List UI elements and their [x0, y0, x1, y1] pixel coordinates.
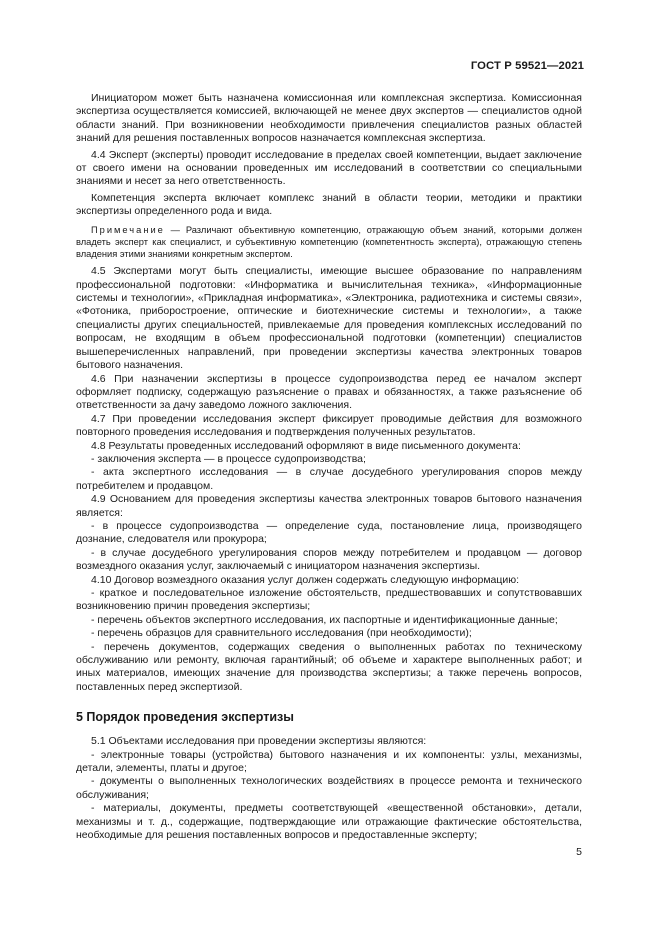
paragraph-4-10: 4.10 Договор возмездного оказания услуг должен содержать следующую информацию:	[91, 573, 520, 586]
note	[76, 224, 582, 261]
paragraph-4-9: 4.9 Основанием для проведения экспертизы качества электронных товаров бытового назначения является:	[76, 493, 582, 519]
section-title: 5 Порядок проведения экспертизы	[76, 710, 294, 725]
list-item: - документы о выполненных технологических воздействиях в процессе ремонта и технического обслуживания;	[76, 775, 582, 801]
document-body	[76, 92, 582, 843]
paragraph: Компетенция эксперта включает комплекс знаний в области теории, методики и практики экспертизы определенного рода и вида.	[76, 191, 582, 218]
paragraph: Инициатором может быть назначена комиссионная или комплексная экспертиза. Комиссионная экспертиза осуществляется комиссией, включающей не менее двух экспертов — специалистов одной области знаний. При возникновении необходимости привлечения специалистов разных областей знаний для решения поставленных вопросов назначается комплексная экспертиза.	[76, 92, 582, 145]
paragraph-4-4: 4.4 Эксперт (эксперты) проводит исследование в пределах своей компетенции, выдает заключение от своего имени на основании проведенных им исследований в соответствии со специальными знаниями и несет за него ответственность.	[76, 148, 582, 188]
list-item: - электронные товары (устройства) бытового назначения и их компоненты: узлы, механизмы, детали, элементы, платы и другое;	[76, 748, 582, 775]
standard-number: ГОСТ Р 59521—2021	[470, 60, 584, 72]
list-item: - перечень документов, содержащих сведения о выполненных работах по техническому обслуживанию или ремонту, включая гарантийный; об объеме и характере выполненных работ; и иных материалов, имеющих значение для производства экспертизы; а также перечень вопросов, поставленных перед экспертизой.	[76, 640, 582, 693]
paragraph-4-6: 4.6 При назначении экспертизы в процессе судопроизводства перед ее началом эксперт оформляет подписку, содержащую разъяснение о правах и обязанностях, а также разъяснение об ответственности за дачу заведомо ложного заключения.	[76, 372, 582, 412]
note-label: Примечание	[91, 224, 165, 235]
list-item: - заключения эксперта — в процессе судопроизводства;	[91, 452, 366, 465]
paragraph-4-7: 4.7 При проведении исследования эксперт фиксирует проводимые действия для возможного повторного проведения исследования и подтверждения полученных результатов.	[76, 412, 582, 439]
list-item: - в процессе судопроизводства — определение суда, постановление лица, производящего дознание, следователя или прокурора;	[76, 519, 582, 546]
list-item: - краткое и последовательное изложение обстоятельств, предшествовавших и сопутствовавших возникновению причин проведения экспертизы;	[76, 587, 582, 613]
note-text: — Различают объективную компетенцию, отражающую объем знаний, которыми должен владеть эксперт как специалист, и субъективную компетенцию (компетентность эксперта), отражающую степень владения этими знаниями конкретным экспертом.	[76, 224, 582, 260]
list-item: - материалы, документы, предметы соответствующей «вещественной обстановки», детали, механизмы и т. д., содержащие, подтверждающие или отражающие фактические обстоятельства, необходимые для решения поставленных вопросов и предоставленные эксперту;	[76, 802, 582, 842]
paragraph-4-5: 4.5 Экспертами могут быть специалисты, имеющие высшее образование по направлениям профессиональной подготовки: «Информатика и вычислительная техника», «Информационные системы и технологии», «Прикладная информатика», «Электроника, радиотехника и системы связи», «Фотоника, приборостроение, оптические и биотехнические системы и технологии», а также специалисты других специальностей, привлекаемые для проведения комплексных исследований по вопросам, не входящим в объем профессиональной подготовки (компетенции) специалистов вышеперечисленных направлений, при проведении экспертизы качества электронных товаров бытового назначения.	[76, 265, 582, 372]
list-item: - перечень образцов для сравнительного исследования (при необходимости);	[91, 627, 472, 640]
list-item: - акта экспертного исследования — в случае досудебного урегулирования споров между потребителем и продавцом.	[76, 466, 582, 492]
list-item: - перечень объектов экспертного исследования, их паспортные и идентификационные данные;	[91, 613, 558, 626]
page-number: 5	[576, 846, 582, 858]
paragraph-4-8: 4.8 Результаты проведенных исследований оформляют в виде письменного документа:	[91, 439, 521, 452]
paragraph-5-1: 5.1 Объектами исследования при проведении экспертизы являются:	[91, 735, 427, 748]
list-item: - в случае досудебного урегулирования споров между потребителем и продавцом — договор возмездного оказания услуг, заключаемый с инициатором назначения экспертизы.	[76, 546, 582, 573]
